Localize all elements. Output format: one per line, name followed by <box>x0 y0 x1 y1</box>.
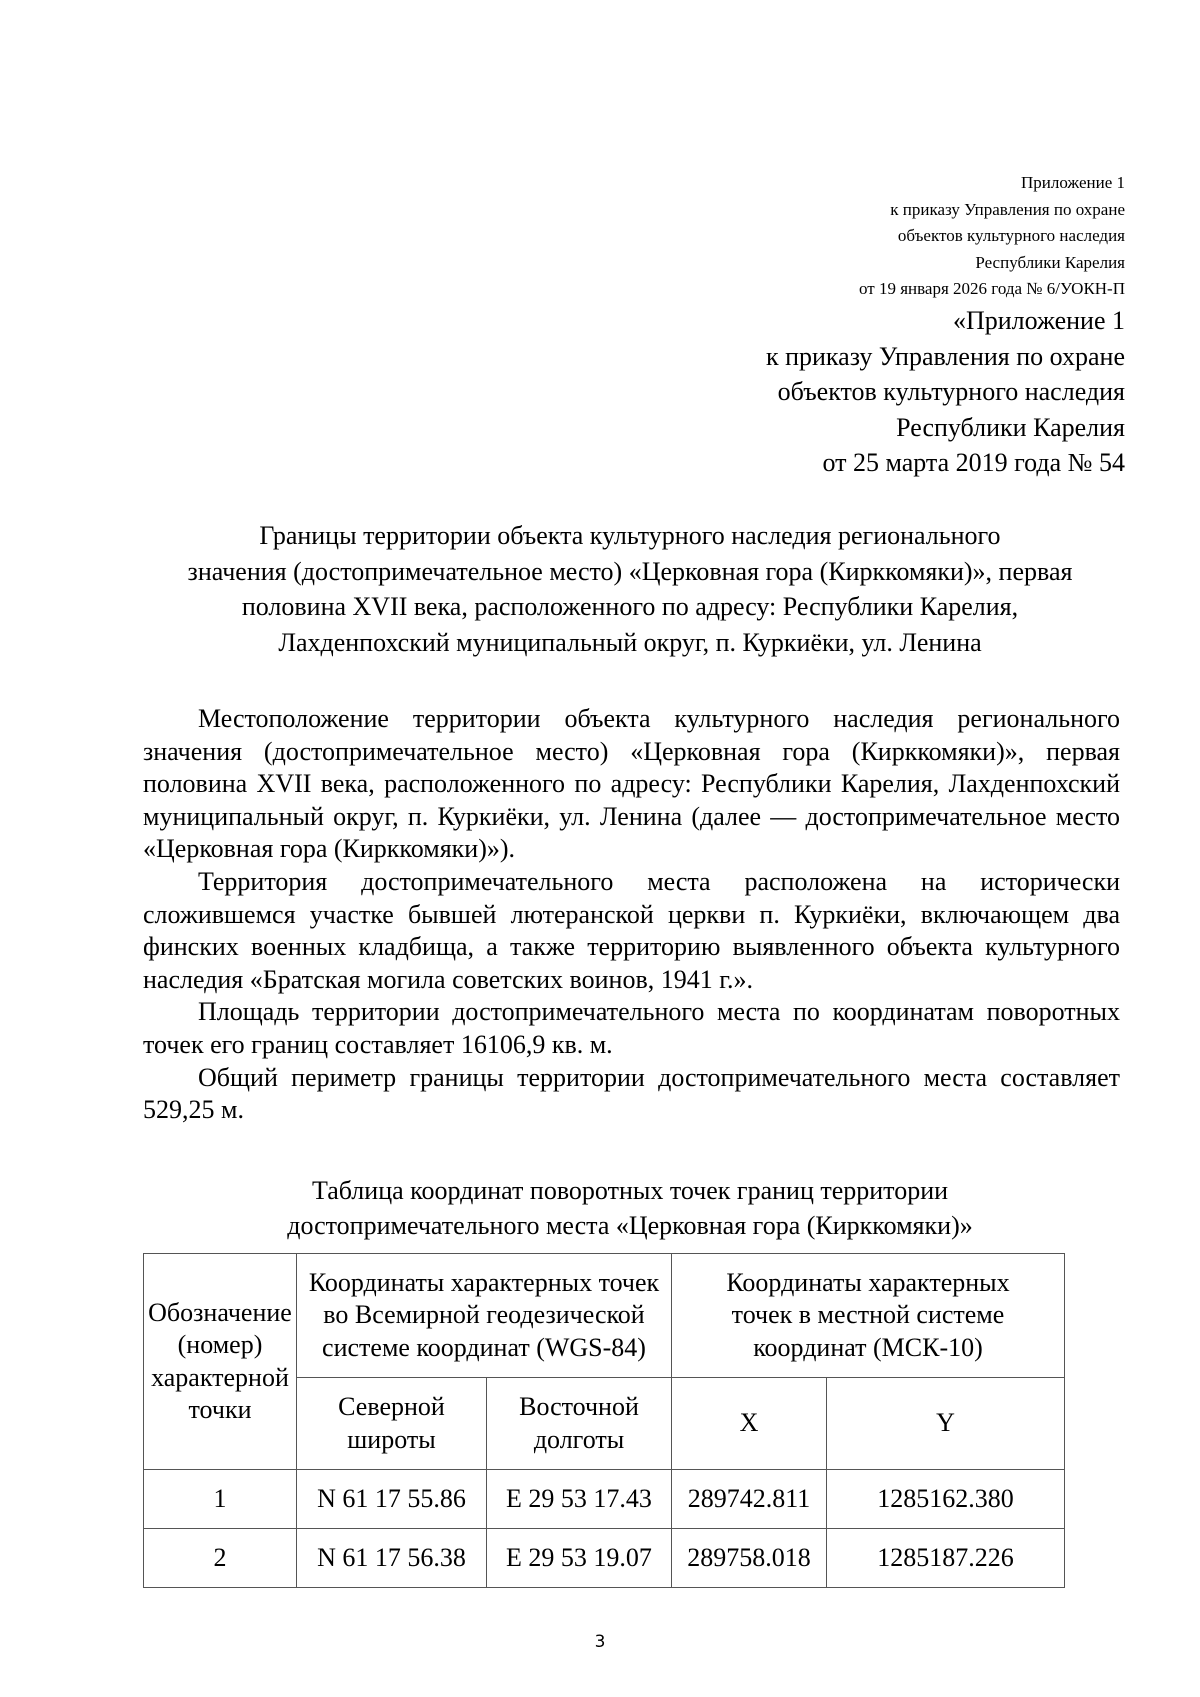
header-x: X <box>672 1378 827 1470</box>
title-line: значения (достопримечательное место) «Церковная гора (Кирккомяки)», первая <box>187 556 1073 586</box>
cell-latitude: N 61 17 55.86 <box>297 1470 487 1529</box>
cell-x: 289758.018 <box>672 1529 827 1588</box>
cell-point: 2 <box>144 1529 297 1588</box>
coordinates-table <box>143 1253 1065 1588</box>
header-msk10: Координаты характерных точек в местной системе координат (МСК-10) <box>672 1254 1065 1378</box>
header-point-designation: Обозначение (номер) характерной точки <box>144 1254 297 1470</box>
approval-line: Республики Карелия <box>896 412 1125 442</box>
cell-longitude: E 29 53 17.43 <box>487 1470 672 1529</box>
cell-longitude: E 29 53 19.07 <box>487 1529 672 1588</box>
paragraph-territory: Территория достопримечательного места расположена на исторически сложившемся участке бывшей лютеранской церкви п. Куркиёки, включающем два финских военных кладбища, а также территорию выявленного объекта культурного наследия «Братская могила советских воинов, 1941 г.». <box>143 866 1120 994</box>
approval-line: к приказу Управления по охране <box>765 341 1125 371</box>
approval-line: к приказу Управления по охране <box>890 199 1125 219</box>
header-latitude: Северной широты <box>297 1378 487 1470</box>
cell-latitude: N 61 17 56.38 <box>297 1529 487 1588</box>
paragraph-perimeter: Общий периметр границы территории достопримечательного места составляет 529,25 м. <box>143 1062 1120 1125</box>
table-caption <box>140 1173 1120 1243</box>
header-y: Y <box>827 1378 1065 1470</box>
header-longitude: Восточной долготы <box>487 1378 672 1470</box>
approval-line: объектов культурного наследия <box>777 377 1125 406</box>
body-text <box>143 703 1120 1127</box>
title-line: Лахденпохский муниципальный округ, п. Куркиёки, ул. Ленина <box>278 627 982 657</box>
table-row <box>144 1529 1065 1588</box>
table-row <box>144 1470 1065 1529</box>
approval-line: от 25 марта 2019 года № 54 <box>822 448 1125 477</box>
table-header-row <box>144 1254 1065 1378</box>
approval-line: объектов культурного наследия <box>897 226 1125 245</box>
title-line: половина XVII века, расположенного по адресу: Республики Карелия, <box>241 592 1019 621</box>
cell-point: 1 <box>144 1470 297 1529</box>
approval-stamp-original <box>766 303 1125 481</box>
approval-stamp-current <box>859 170 1125 303</box>
cell-y: 1285162.380 <box>827 1470 1065 1529</box>
approval-line: Приложение 1 <box>1021 173 1125 192</box>
page-number: 3 <box>594 1632 606 1652</box>
cell-x: 289742.811 <box>672 1470 827 1529</box>
title-line: Границы территории объекта культурного наследия регионального <box>259 521 1001 550</box>
caption-line: Таблица координат поворотных точек границ территории <box>311 1176 949 1205</box>
cell-y: 1285187.226 <box>827 1529 1065 1588</box>
approval-line: «Приложение 1 <box>952 306 1125 335</box>
caption-line: достопримечательного места «Церковная гора (Кирккомяки)» <box>287 1211 973 1240</box>
header-wgs84: Координаты характерных точек во Всемирной геодезической системе координат (WGS-84) <box>297 1254 672 1378</box>
document-title <box>140 518 1120 660</box>
approval-line: от 19 января 2026 года № 6/УОКН-П <box>858 279 1125 298</box>
approval-line: Республики Карелия <box>975 252 1125 272</box>
paragraph-location: Местоположение территории объекта культурного наследия регионального значения (достопримечательное место) «Церковная гора (Кирккомяки)», первая половина XVII века, расположенного по адресу: Республики Карелия, Лахденпохский муниципальный округ, п. Куркиёки, ул. Ленина (далее — достопримечательное место «Церковная гора (Кирккомяки)»). <box>143 704 1120 864</box>
paragraph-area: Площадь территории достопримечательного места по координатам поворотных точек его границ составляет 16106,9 кв. м. <box>143 997 1120 1059</box>
